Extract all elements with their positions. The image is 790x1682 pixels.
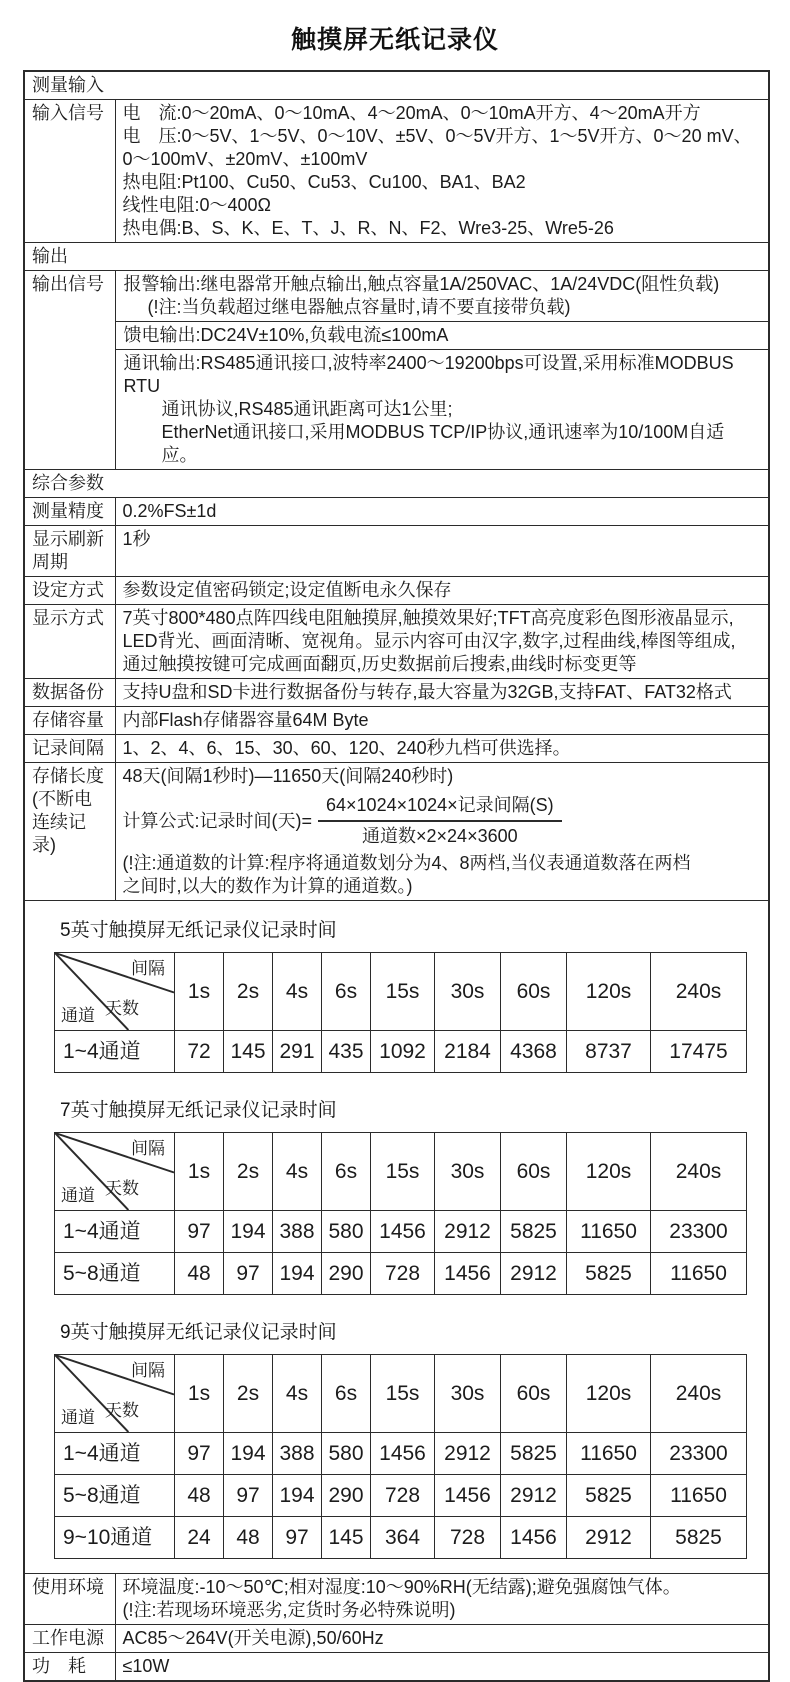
environment-line: 环境温度:-10～50℃;相对湿度:10～90%RH(无结露);避免强腐蚀气体。 xyxy=(122,1577,681,1597)
record-table-7inch xyxy=(54,1132,747,1295)
record-value-cell: 8737 xyxy=(567,1031,651,1073)
row-label-record-interval: 记录间隔 xyxy=(24,735,115,763)
record-value-cell: 5825 xyxy=(567,1475,651,1517)
alarm-output-block xyxy=(116,271,769,321)
record-value-cell: 2184 xyxy=(435,1031,501,1073)
formula-prefix: 计算公式:记录时间(天)= xyxy=(122,810,313,831)
diagonal-header-cell xyxy=(55,953,175,1031)
record-value-cell: 5825 xyxy=(501,1211,567,1253)
record-table-title-5inch: 5英寸触摸屏无纸记录仪记录时间 xyxy=(60,920,337,941)
corner-label-channel: 通道 xyxy=(61,1186,95,1205)
environment-note: (!注:若现场环境恶劣,定货时务必特殊说明) xyxy=(122,1600,456,1620)
record-value-cell: 17475 xyxy=(651,1031,747,1073)
record-table-block-9inch xyxy=(54,1321,768,1559)
interval-header: 2s xyxy=(224,1133,273,1211)
alarm-output-line: 报警输出:继电器常开触点输出,触点容量1A/250VAC、1A/24VDC(阻性负载) xyxy=(123,274,720,294)
interval-header: 6s xyxy=(322,1355,371,1433)
feed-output-block: 馈电输出:DC24V±10%,负载电流≤100mA xyxy=(116,321,769,349)
corner-label-channel: 通道 xyxy=(61,1408,95,1427)
environment-value xyxy=(115,1574,769,1625)
row-label-accuracy: 测量精度 xyxy=(24,498,115,526)
power-supply-value: AC85～264V(开关电源),50/60Hz xyxy=(115,1625,769,1653)
refresh-period-value: 1秒 xyxy=(115,526,769,577)
storage-length-note: (!注:通道数的计算:程序将通道数划分为4、8两档,当仪表通道数落在两档 xyxy=(122,853,691,873)
record-value-cell: 1456 xyxy=(435,1475,501,1517)
section-header-general-params: 综合参数 xyxy=(24,470,769,498)
record-value-cell: 11650 xyxy=(651,1475,747,1517)
record-table-title-7inch: 7英寸触摸屏无纸记录仪记录时间 xyxy=(60,1100,337,1121)
corner-label-interval: 间隔 xyxy=(131,959,165,978)
input-signal-line: 电 流:0～20mA、0～10mA、4～20mA、0～10mA开方、4～20mA开方 xyxy=(122,103,701,123)
storage-length-value xyxy=(115,763,769,901)
interval-header: 30s xyxy=(435,1355,501,1433)
section-header-measure-input: 测量输入 xyxy=(24,71,769,100)
section-header-output: 输出 xyxy=(24,243,769,271)
record-value-cell: 5825 xyxy=(501,1433,567,1475)
input-signal-line: 热电偶:B、S、K、E、T、J、R、N、F2、Wre3-25、Wre5-26 xyxy=(122,218,614,238)
storage-capacity-value: 内部Flash存储器容量64M Byte xyxy=(115,707,769,735)
record-value-cell: 435 xyxy=(322,1031,371,1073)
record-value-cell: 145 xyxy=(224,1031,273,1073)
comm-output-line: EtherNet通讯接口,采用MODBUS TCP/IP协议,通讯速率为10/100M自适应。 xyxy=(161,422,725,465)
record-value-cell: 97 xyxy=(224,1475,273,1517)
record-value-cell: 388 xyxy=(273,1433,322,1475)
record-value-cell: 23300 xyxy=(651,1211,747,1253)
row-label-data-backup: 数据备份 xyxy=(24,679,115,707)
channel-row-label: 5~8通道 xyxy=(55,1253,175,1295)
record-table-title-9inch: 9英寸触摸屏无纸记录仪记录时间 xyxy=(60,1322,337,1343)
comm-output-line: 通讯协议,RS485通讯距离可达1公里; xyxy=(161,399,453,419)
record-value-cell: 2912 xyxy=(501,1253,567,1295)
spec-sheet xyxy=(23,70,770,1682)
diagonal-header-cell xyxy=(55,1355,175,1433)
input-signal-line: 电 压:0～5V、1～5V、0～10V、±5V、0～5V开方、1～5V开方、0～20 mV、 xyxy=(122,126,752,146)
interval-header: 1s xyxy=(175,1133,224,1211)
corner-label-interval: 间隔 xyxy=(131,1361,165,1380)
row-label-power-consumption: 功 耗 xyxy=(24,1653,115,1682)
storage-length-note: 之间时,以大的数作为计算的通道数。) xyxy=(122,876,413,896)
record-tables-section xyxy=(24,901,769,1574)
row-label-power-supply: 工作电源 xyxy=(24,1625,115,1653)
row-label-storage-length: 存储长度 (不断电 连续记录) xyxy=(24,763,115,901)
row-label-output-signal: 输出信号 xyxy=(24,271,115,470)
record-value-cell: 1456 xyxy=(371,1211,435,1253)
row-label-display-mode: 显示方式 xyxy=(24,605,115,679)
corner-label-interval: 间隔 xyxy=(131,1139,165,1158)
alarm-output-note: (!注:当负载超过继电器触点容量时,请不要直接带负载) xyxy=(147,297,571,317)
channel-row-label: 1~4通道 xyxy=(55,1031,175,1073)
row-label-setting-mode: 设定方式 xyxy=(24,577,115,605)
record-interval-value: 1、2、4、6、15、30、60、120、240秒九档可供选择。 xyxy=(115,735,769,763)
page-title: 触摸屏无纸记录仪 xyxy=(290,26,499,54)
input-signal-value xyxy=(115,100,769,243)
record-value-cell: 1456 xyxy=(435,1253,501,1295)
diagonal-header-cell xyxy=(55,1133,175,1211)
record-value-cell: 48 xyxy=(175,1475,224,1517)
record-value-cell: 388 xyxy=(273,1211,322,1253)
record-value-cell: 11650 xyxy=(567,1433,651,1475)
interval-header: 4s xyxy=(273,1355,322,1433)
record-value-cell: 290 xyxy=(322,1253,371,1295)
interval-header: 4s xyxy=(273,1133,322,1211)
spec-table xyxy=(23,70,770,1682)
interval-header: 120s xyxy=(567,953,651,1031)
record-value-cell: 194 xyxy=(224,1211,273,1253)
interval-header: 2s xyxy=(224,1355,273,1433)
interval-header: 4s xyxy=(273,953,322,1031)
interval-header: 1s xyxy=(175,953,224,1031)
record-value-cell: 23300 xyxy=(651,1433,747,1475)
corner-label-days: 天数 xyxy=(105,999,139,1018)
corner-label-days: 天数 xyxy=(105,1179,139,1198)
record-value-cell: 5825 xyxy=(567,1253,651,1295)
storage-formula xyxy=(123,794,762,848)
interval-header: 30s xyxy=(435,953,501,1031)
display-mode-line: LED背光、画面清晰、宽视角。显示内容可由汉字,数字,过程曲线,棒图等组成, xyxy=(122,631,736,651)
record-value-cell: 580 xyxy=(322,1211,371,1253)
record-value-cell: 97 xyxy=(224,1253,273,1295)
record-value-cell: 1456 xyxy=(371,1433,435,1475)
record-value-cell: 728 xyxy=(435,1517,501,1559)
interval-header: 120s xyxy=(567,1133,651,1211)
formula-denominator: 通道数×2×24×3600 xyxy=(362,826,518,846)
record-value-cell: 24 xyxy=(175,1517,224,1559)
row-label-input-signal: 输入信号 xyxy=(24,100,115,243)
record-value-cell: 5825 xyxy=(651,1517,747,1559)
record-value-cell: 97 xyxy=(175,1211,224,1253)
record-value-cell: 728 xyxy=(371,1253,435,1295)
record-value-cell: 291 xyxy=(273,1031,322,1073)
record-value-cell: 48 xyxy=(175,1253,224,1295)
display-mode-value xyxy=(115,605,769,679)
storage-length-range: 48天(间隔1秒时)—11650天(间隔240秒时) xyxy=(122,766,454,786)
record-table-5inch xyxy=(54,952,747,1073)
accuracy-value: 0.2%FS±1d xyxy=(115,498,769,526)
record-value-cell: 145 xyxy=(322,1517,371,1559)
input-signal-line: 线性电阻:0～400Ω xyxy=(122,195,271,215)
interval-header: 240s xyxy=(651,1355,747,1433)
comm-output-block xyxy=(116,349,769,469)
interval-header: 240s xyxy=(651,953,747,1031)
record-value-cell: 580 xyxy=(322,1433,371,1475)
channel-row-label: 9~10通道 xyxy=(55,1517,175,1559)
input-signal-line: 0～100mV、±20mV、±100mV xyxy=(122,149,368,169)
row-label-storage-capacity: 存储容量 xyxy=(24,707,115,735)
record-value-cell: 1092 xyxy=(371,1031,435,1073)
display-mode-line: 7英寸800*480点阵四线电阻触摸屏,触摸效果好;TFT高亮度彩色图形液晶显示, xyxy=(122,608,734,628)
corner-label-channel: 通道 xyxy=(61,1006,95,1025)
interval-header: 60s xyxy=(501,1355,567,1433)
interval-header: 15s xyxy=(371,1133,435,1211)
interval-header: 15s xyxy=(371,1355,435,1433)
formula-fraction xyxy=(318,794,562,848)
record-value-cell: 2912 xyxy=(567,1517,651,1559)
data-backup-value: 支持U盘和SD卡进行数据备份与转存,最大容量为32GB,支持FAT、FAT32格式 xyxy=(115,679,769,707)
channel-row-label: 1~4通道 xyxy=(55,1433,175,1475)
record-value-cell: 1456 xyxy=(501,1517,567,1559)
interval-header: 2s xyxy=(224,953,273,1031)
interval-header: 60s xyxy=(501,1133,567,1211)
interval-header: 120s xyxy=(567,1355,651,1433)
row-label-environment: 使用环境 xyxy=(24,1574,115,1625)
record-value-cell: 194 xyxy=(224,1433,273,1475)
power-consumption-value: ≤10W xyxy=(115,1653,769,1682)
channel-row-label: 1~4通道 xyxy=(55,1211,175,1253)
record-value-cell: 11650 xyxy=(651,1253,747,1295)
formula-numerator: 64×1024×1024×记录间隔(S) xyxy=(318,794,562,822)
interval-header: 60s xyxy=(501,953,567,1031)
display-mode-line: 通过触摸按键可完成画面翻页,历史数据前后搜索,曲线时标变更等 xyxy=(122,654,637,674)
record-table-block-5inch xyxy=(54,919,768,1073)
interval-header: 240s xyxy=(651,1133,747,1211)
channel-row-label: 5~8通道 xyxy=(55,1475,175,1517)
input-signal-line: 热电阻:Pt100、Cu50、Cu53、Cu100、BA1、BA2 xyxy=(122,172,526,192)
record-value-cell: 72 xyxy=(175,1031,224,1073)
record-value-cell: 48 xyxy=(224,1517,273,1559)
interval-header: 6s xyxy=(322,953,371,1031)
record-table-block-7inch xyxy=(54,1099,768,1295)
record-table-9inch xyxy=(54,1354,747,1559)
record-value-cell: 97 xyxy=(175,1433,224,1475)
comm-output-line: 通讯输出:RS485通讯接口,波特率2400～19200bps可设置,采用标准MODBUS RTU xyxy=(123,353,734,396)
record-value-cell: 2912 xyxy=(435,1211,501,1253)
record-value-cell: 2912 xyxy=(435,1433,501,1475)
setting-mode-value: 参数设定值密码锁定;设定值断电永久保存 xyxy=(115,577,769,605)
record-value-cell: 728 xyxy=(371,1475,435,1517)
interval-header: 1s xyxy=(175,1355,224,1433)
record-value-cell: 290 xyxy=(322,1475,371,1517)
record-value-cell: 194 xyxy=(273,1475,322,1517)
interval-header: 30s xyxy=(435,1133,501,1211)
record-value-cell: 364 xyxy=(371,1517,435,1559)
row-label-refresh-period: 显示刷新周期 xyxy=(24,526,115,577)
output-signal-value xyxy=(115,271,769,470)
record-value-cell: 4368 xyxy=(501,1031,567,1073)
interval-header: 6s xyxy=(322,1133,371,1211)
corner-label-days: 天数 xyxy=(105,1401,139,1420)
record-value-cell: 194 xyxy=(273,1253,322,1295)
record-value-cell: 97 xyxy=(273,1517,322,1559)
record-value-cell: 11650 xyxy=(567,1211,651,1253)
interval-header: 15s xyxy=(371,953,435,1031)
record-value-cell: 2912 xyxy=(501,1475,567,1517)
